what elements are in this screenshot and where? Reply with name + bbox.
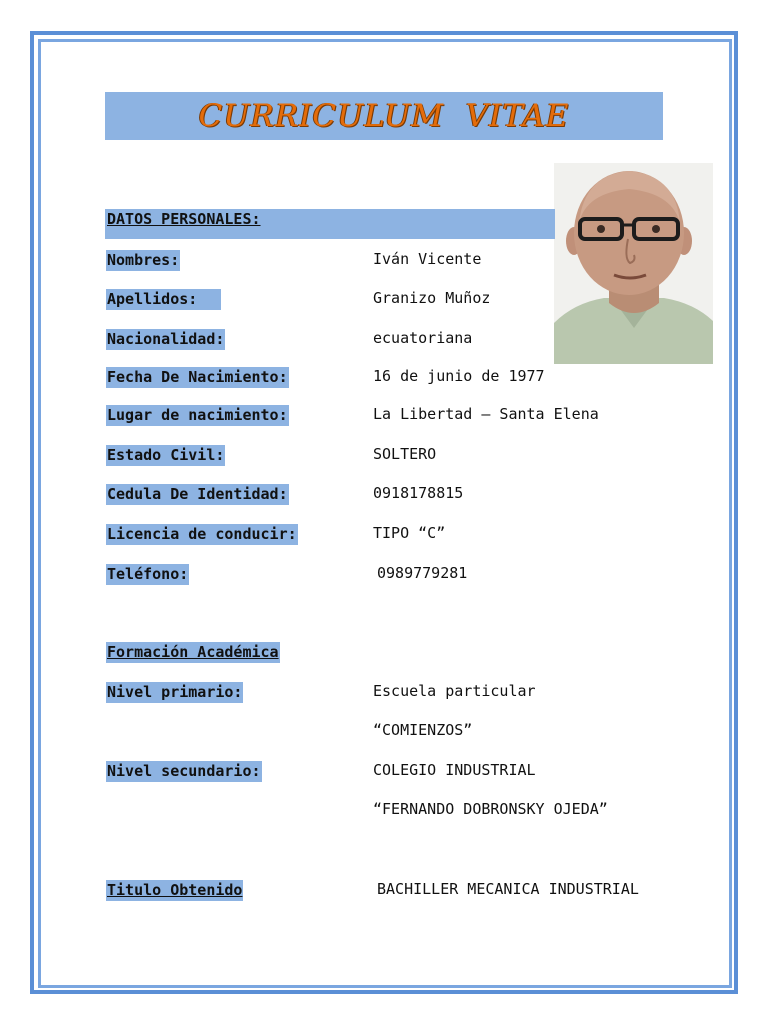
label-fecha-nacimiento: Fecha De Nacimiento: <box>107 368 288 386</box>
value-estado-civil: SOLTERO <box>373 445 437 463</box>
label-telefono: Teléfono: <box>107 565 189 583</box>
value-primario-line2: “COMIENZOS” <box>373 721 473 739</box>
portrait-image <box>554 163 713 364</box>
title-banner <box>105 92 663 140</box>
profile-photo <box>554 163 713 364</box>
label-nivel-primario: Nivel primario: <box>107 683 243 701</box>
value-secundario-line2: “FERNANDO DOBRONSKY OJEDA” <box>373 800 608 818</box>
personal-heading: DATOS PERSONALES: <box>107 210 261 228</box>
value-secundario-line1: COLEGIO INDUSTRIAL <box>373 761 536 779</box>
label-apellidos: Apellidos: <box>106 289 221 310</box>
label-titulo-obtenido: Titulo Obtenido <box>107 881 243 899</box>
label-licencia: Licencia de conducir: <box>107 525 297 543</box>
value-fecha-nacimiento: 16 de junio de 1977 <box>373 367 545 385</box>
value-apellidos: Granizo Muñoz <box>373 289 491 307</box>
value-licencia: TIPO “C” <box>373 524 446 542</box>
label-cedula: Cedula De Identidad: <box>107 485 288 503</box>
value-nombres: Iván Vicente <box>373 250 482 268</box>
value-telefono: 0989779281 <box>377 564 468 582</box>
label-nivel-secundario: Nivel secundario: <box>107 762 261 780</box>
value-primario-line1: Escuela particular <box>373 682 536 700</box>
academic-heading: Formación Académica <box>107 643 279 661</box>
document-title: CURRICULUM VITAE <box>198 98 570 134</box>
value-titulo-obtenido: BACHILLER MECANICA INDUSTRIAL <box>377 880 639 898</box>
value-lugar-nacimiento: La Libertad – Santa Elena <box>373 405 599 423</box>
value-cedula: 0918178815 <box>373 484 464 502</box>
value-nacionalidad: ecuatoriana <box>373 329 473 347</box>
label-estado-civil: Estado Civil: <box>107 446 225 464</box>
label-nombres: Nombres: <box>107 251 180 269</box>
label-nacionalidad: Nacionalidad: <box>107 330 225 348</box>
label-lugar-nacimiento: Lugar de nacimiento: <box>107 406 288 424</box>
